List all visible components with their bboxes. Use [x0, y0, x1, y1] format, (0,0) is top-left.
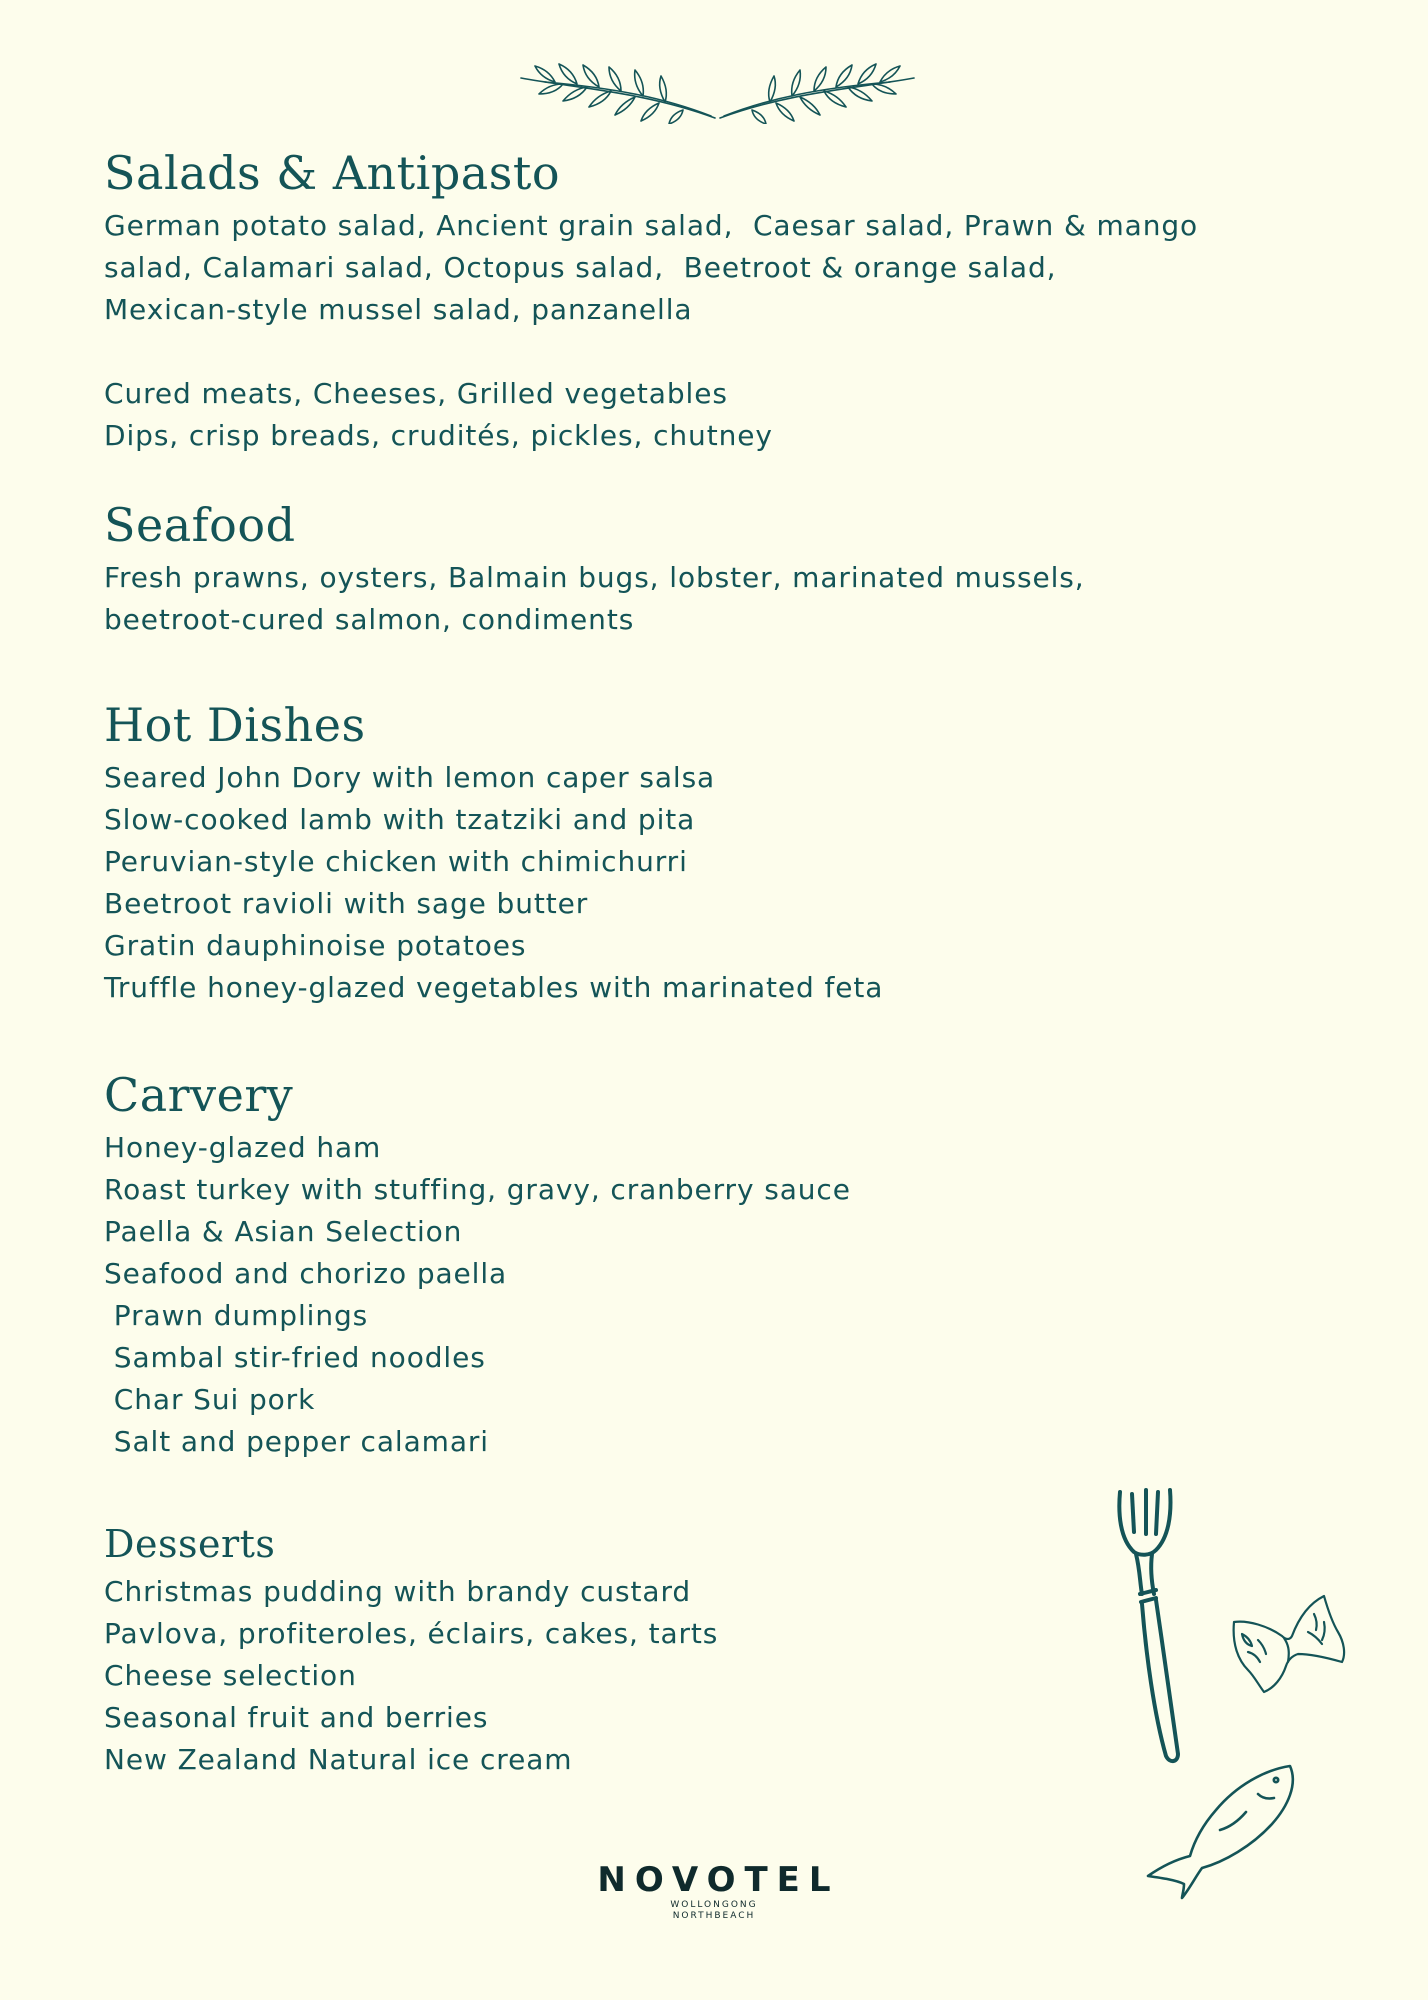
menu-line: German potato salad, Ancient grain salad, Caesar salad, Prawn & mango [104, 209, 1199, 242]
menu-line: Fresh prawns, oysters, Balmain bugs, lobster, marinated mussels, [104, 561, 1085, 594]
spacer [104, 331, 1284, 373]
menu-line: beetroot-cured salmon, condiments [104, 603, 635, 636]
fork-icon [1110, 1484, 1210, 1766]
menu-line: Char Sui pork [104, 1383, 316, 1416]
section-desserts [104, 1521, 1284, 1781]
menu-line: salad, Calamari salad, Octopus salad, Beetroot & orange salad, [104, 251, 1057, 284]
menu-line: Seared John Dory with lemon caper salsa [104, 761, 716, 794]
laurel-icon [515, 52, 920, 124]
section-title: Hot Dishes [104, 698, 366, 752]
section-title: Seafood [104, 498, 296, 552]
section-carvery [104, 1067, 1284, 1463]
menu-line: Truffle honey-glazed vegetables with marinated feta [104, 971, 884, 1004]
menu-line: Seafood and chorizo paella [104, 1257, 508, 1290]
section-seafood [104, 497, 1284, 641]
menu-line: New Zealand Natural ice cream [104, 1743, 573, 1776]
pasta-icon [1228, 1592, 1350, 1698]
section-title: Carvery [104, 1068, 294, 1122]
menu-line: Salt and pepper calamari [104, 1425, 489, 1458]
menu-line: Sambal stir-fried noodles [104, 1341, 486, 1374]
menu-line: Beetroot ravioli with sage butter [104, 887, 589, 920]
menu-line: Roast turkey with stuffing, gravy, cranberry sauce [104, 1173, 851, 1206]
logo-location: NORTHBEACH [672, 1911, 756, 1921]
menu-line: Honey-glazed ham [104, 1131, 382, 1164]
logo-location: WOLLONGONG [670, 1900, 758, 1910]
menu-line: Cheese selection [104, 1659, 357, 1692]
section-title: Desserts [104, 1522, 276, 1566]
spacer [104, 457, 1284, 497]
menu-line: Seasonal fruit and berries [104, 1701, 489, 1734]
menu-line: Mexican-style mussel salad, panzanella [104, 293, 693, 326]
section-title: Salads & Antipasto [104, 146, 561, 200]
spacer [104, 1463, 1284, 1521]
section-salads [104, 145, 1284, 457]
menu-line: Cured meats, Cheeses, Grilled vegetables [104, 377, 728, 410]
menu-line: Christmas pudding with brandy custard [104, 1575, 692, 1608]
menu-line: Pavlova, profiteroles, éclairs, cakes, tarts [104, 1617, 719, 1650]
menu-line: Peruvian-style chicken with chimichurri [104, 845, 688, 878]
novotel-logo [0, 1860, 1428, 1922]
menu-line: Gratin dauphinoise potatoes [104, 929, 527, 962]
logo-brand: NOVOTEL [597, 1860, 840, 1900]
menu-line: Prawn dumplings [104, 1299, 369, 1332]
menu-line: Slow-cooked lamb with tzatziki and pita [104, 803, 696, 836]
menu-line: Dips, crisp breads, crudités, pickles, chutney [104, 419, 773, 452]
menu-line: Paella & Asian Selection [104, 1215, 463, 1248]
spacer [104, 1009, 1284, 1067]
section-hot-dishes [104, 697, 1284, 1009]
spacer [104, 641, 1284, 697]
menu-content [104, 145, 1284, 1781]
